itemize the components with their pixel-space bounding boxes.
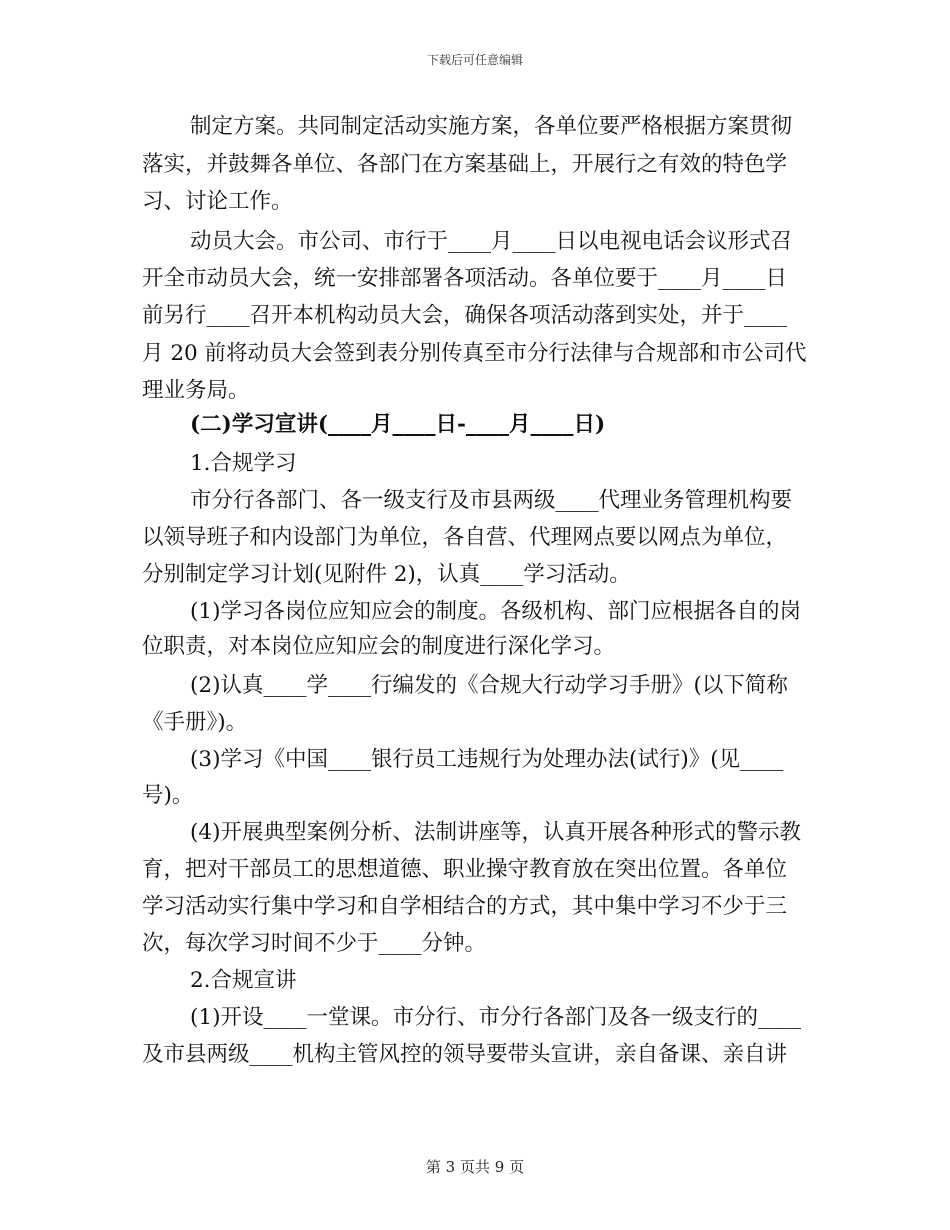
paragraph-line: 动员大会。市公司、市行于____月____日以电视电话会议形式召 [190, 229, 793, 254]
paragraph-line: 位职责，对本岗位应知应会的制度进行深化学习。 [142, 634, 616, 659]
section-heading: (二)学习宣讲(____月____日-____月____日) [190, 412, 606, 437]
paragraph-line: 以领导班子和内设部门为单位，各自营、代理网点要以网点为单位， [142, 525, 788, 550]
paragraph-line: 市分行各部门、各一级支行及市县两级____代理业务管理机构要 [190, 488, 793, 513]
list-item: (4)开展典型案例分析、法制讲座等，认真开展各种形式的警示教 [190, 820, 801, 845]
paragraph-line: 习、讨论工作。 [142, 189, 293, 214]
list-item: (1)开设____一堂课。市分行、市分行各部门及各一级支行的____ [190, 1005, 801, 1030]
paragraph-line: 落实，并鼓舞各单位、各部门在方案基础上，开展行之有效的特色学 [142, 152, 788, 177]
paragraph-line: 分别制定学习计划(见附件 2)，认真____学习活动。 [142, 562, 631, 587]
list-item: (1)学习各岗位应知应会的制度。各级机构、部门应根据各自的岗 [190, 599, 801, 624]
list-item: (2)认真____学____行编发的《合规大行动学习手册》(以下简称 [190, 673, 788, 698]
paragraph-line: 前另行____召开本机构动员大会，确保各项活动落到实处，并于____ [142, 303, 788, 328]
paragraph-line: 次，每次学习时间不少于____分钟。 [142, 931, 487, 956]
page-footer: 第 3 页共 9 页 [425, 1158, 525, 1176]
paragraph-line: 号)。 [142, 783, 194, 808]
paragraph-line: 开全市动员大会，统一安排部署各项活动。各单位要于____月____日 [142, 266, 788, 291]
paragraph-line: 《手册》)。 [142, 710, 248, 735]
paragraph-line: 及市县两级____机构主管风控的领导要带头宣讲，亲自备课、亲自讲 [142, 1042, 788, 1067]
paragraph-line: 制定方案。共同制定活动实施方案，各单位要严格根据方案贯彻 [190, 114, 793, 139]
paragraph-line: 理业务局。 [142, 378, 250, 403]
list-item: (3)学习《中国____银行员工违规行为处理办法(试行)》(见____ [190, 747, 784, 772]
paragraph-line: 育，把对干部员工的思想道德、职业操守教育放在突出位置。各单位 [142, 857, 788, 882]
subsection-heading: 2.合规宣讲 [190, 968, 297, 993]
paragraph-line: 学习活动实行集中学习和自学相结合的方式，其中集中学习不少于三 [142, 894, 788, 919]
subsection-heading: 1.合规学习 [190, 451, 297, 476]
page-header: 下载后可任意编辑 [426, 53, 523, 67]
paragraph-line: 月 20 前将动员大会签到表分别传真至市分行法律与合规部和市公司代 [142, 341, 807, 366]
